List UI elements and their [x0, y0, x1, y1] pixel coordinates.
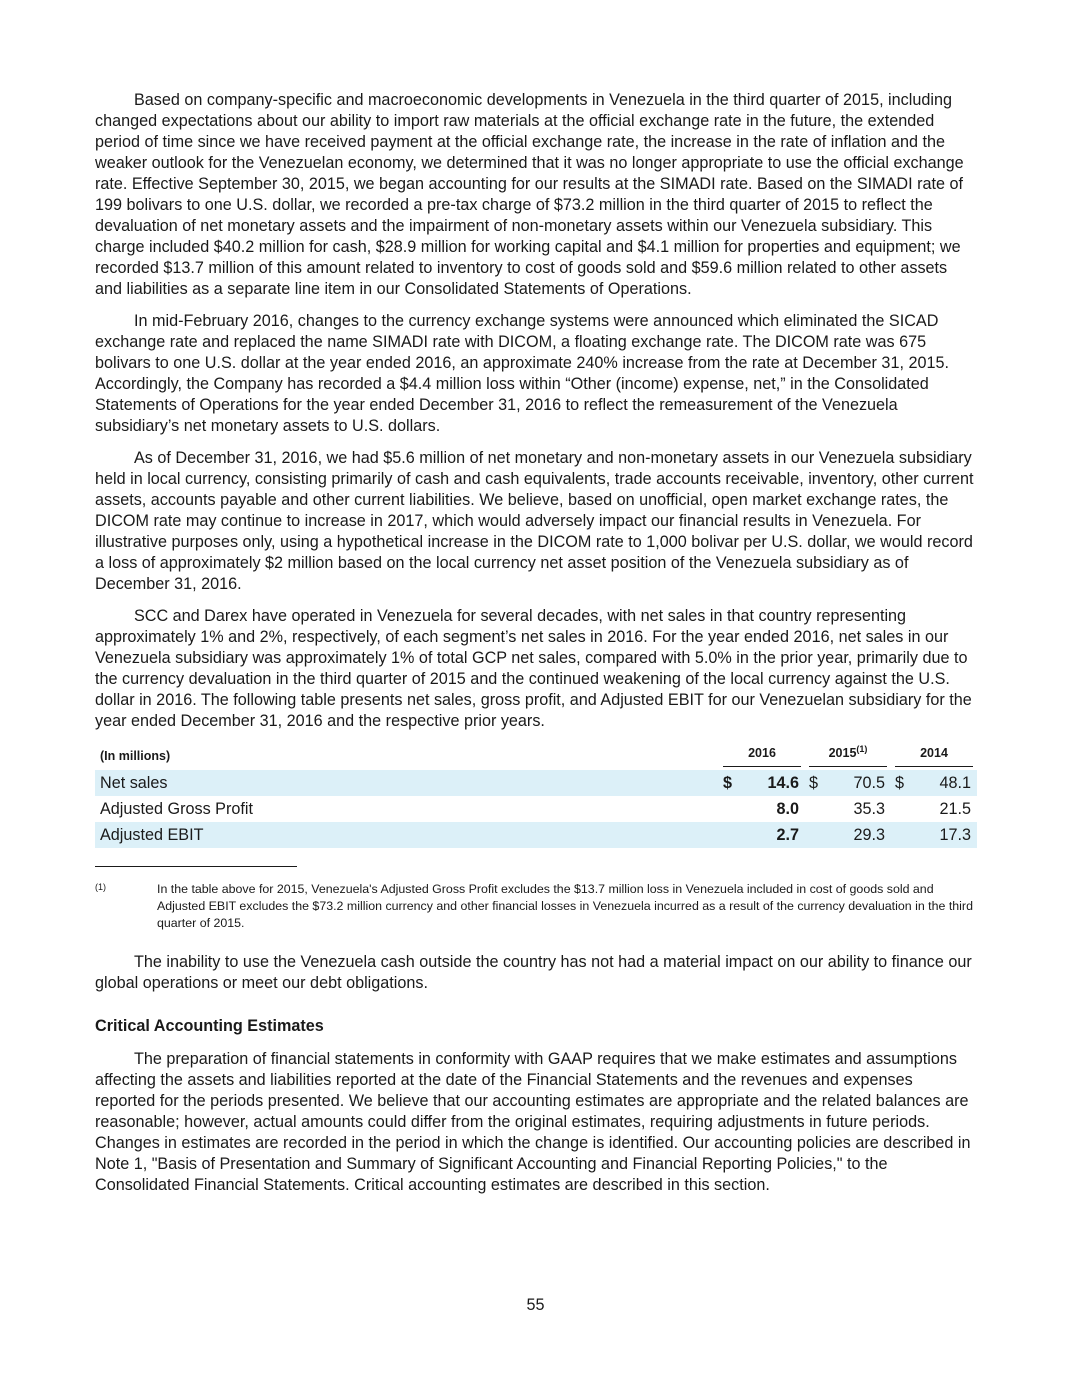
footnote-text: In the table above for 2015, Venezuela's Adjusted Gross Profit excludes the $13.7 million loss in Venezuela included in cost of goods sold and Adjusted EBIT excludes the $73.2 million currency and other financial losses in Venezuela incurred as a result of the currency devaluation in the third quarter of 2015. [157, 882, 973, 930]
value-2015: 35.3 [853, 799, 885, 818]
paragraph-critical-estimates: The preparation of financial statements in conformity with GAAP requires that we make estimates and assumptions affecting the assets and liabilities reported at the date of the Financial Statements and the revenues and expenses reported for the periods presented. We believe that our accounting estimates are appropriate and the related balances are reasonable; however, actual amounts could differ from the original estimates, requiring adjustments in future periods. Changes in estimates are recorded in the period in which the change is identified. Our accounting policies are described in Note 1, "Basis of Presentation and Summary of Significant Accounting and Financial Reporting Policies," to the Consolidated Financial Statements. Critical accounting estimates are described in this section. [95, 1050, 971, 1194]
value-2014: 48.1 [913, 770, 977, 796]
paragraph-cash-impact: The inability to use the Venezuela cash outside the country has not had a material impact on our ability to finance our global operations or meet our debt obligations. [95, 953, 972, 992]
table-row [95, 822, 977, 848]
column-header-2016: 2016 [719, 743, 805, 770]
currency-symbol: $ [805, 770, 827, 796]
value-2014: 17.3 [913, 822, 977, 848]
value-2016: 8.0 [776, 799, 799, 818]
value-2016: 14.6 [741, 770, 805, 796]
paragraph-net-assets-exposure: As of December 31, 2016, we had $5.6 million of net monetary and non-monetary assets in our Venezuela subsidiary held in local currency, consisting primarily of cash and cash equivalents, trade accounts receivable, inventory, other current assets, accounts payable and other current liabilities. We believe, based on unofficial, open market exchange rates, the DICOM rate may continue to increase in 2017, which would adversely impact our financial results in Venezuela. For illustrative purposes only, using a hypothetical increase in the DICOM rate to 1,000 bolivar per U.S. dollar, we would record a loss of approximately $2 million based on the local currency net asset position of the Venezuela subsidiary as of December 31, 2016. [95, 449, 974, 593]
row-label: Adjusted EBIT [95, 822, 719, 848]
table-header-row [95, 743, 977, 770]
column-header-2014: 2014 [891, 743, 977, 770]
currency-symbol: $ [719, 770, 741, 796]
value-2016: 2.7 [741, 822, 805, 848]
footnote-divider [95, 866, 297, 867]
section-heading: Critical Accounting Estimates [95, 1017, 324, 1035]
unit-label: (In millions) [100, 749, 171, 763]
column-header-2015: 2015$^{(1)}$ [805, 743, 891, 770]
table-row [95, 770, 977, 796]
currency-symbol: $ [891, 770, 913, 796]
row-label: Adjusted Gross Profit [100, 799, 253, 818]
paragraph-dicom-exchange-rate: In mid-February 2016, changes to the currency exchange systems were announced which eliminated the SICAD exchange rate and replaced the name SIMADI rate with DICOM, a floating exchange rate. The DICOM rate was 675 bolivars to one U.S. dollar at the year ended 2016, an approximate 240% increase from the rate at December 31, 2015. Accordingly, the Company has recorded a $4.4 million loss within “Other (income) expense, net,” in the Consolidated Statements of Operations for the year ended December 31, 2016 to reflect the remeasurement of the Venezuela subsidiary’s net monetary assets to U.S. dollars. [95, 312, 949, 435]
venezuela-financial-table [95, 743, 977, 848]
document-page [95, 90, 977, 1207]
paragraph-venezuela-devaluation-2015: Based on company-specific and macroeconomic developments in Venezuela in the third quarter of 2015, including changed expectations about our ability to import raw materials at the official exchange rate in the future, the extended period of time since we have received payment at the official exchange rate, the increase in the rate of inflation and the weaker outlook for the Venezuelan economy, we determined that it was no longer appropriate to use the official exchange rate. Effective September 30, 2015, we began accounting for our results at the SIMADI rate. Based on the SIMADI rate of 199 bolivars to one U.S. dollar, we recorded a pre-tax charge of $73.2 million in the third quarter of 2015 to reflect the devaluation of net monetary assets and the impairment of non-monetary assets within our Venezuela subsidiary. This charge included $40.2 million for cash, $28.9 million for working capital and $4.1 million for properties and equipment; we recorded $13.7 million of this amount related to inventory to cost of goods sold and $59.6 million related to other assets and liabilities as a separate line item in our Consolidated Statements of Operations. [95, 91, 964, 298]
value-2015: 29.3 [827, 822, 891, 848]
page-number: 55 [526, 1296, 545, 1314]
paragraph-scc-darex-operations: SCC and Darex have operated in Venezuela for several decades, with net sales in that country representing approximately 1% and 2%, respectively, of each segment’s net sales in 2016. For the year ended 2016, net sales in our Venezuela subsidiary was approximately 1% of total GCP net sales, compared with 5.0% in the prior year, primarily due to the currency devaluation in the third quarter of 2015 and the continued weakening of the local currency against the U.S. dollar in 2016. The following table presents net sales, gross profit, and Adjusted EBIT for our Venezuelan subsidiary for the year ended December 31, 2016 and the respective prior years. [95, 607, 972, 730]
table-row [95, 796, 977, 822]
row-label: Net sales [95, 770, 719, 796]
value-2015: 70.5 [827, 770, 891, 796]
footnote-mark: (1) [95, 882, 106, 892]
footnote-ref: (1) [856, 743, 868, 754]
footnote [95, 881, 977, 932]
value-2014: 21.5 [939, 799, 971, 818]
